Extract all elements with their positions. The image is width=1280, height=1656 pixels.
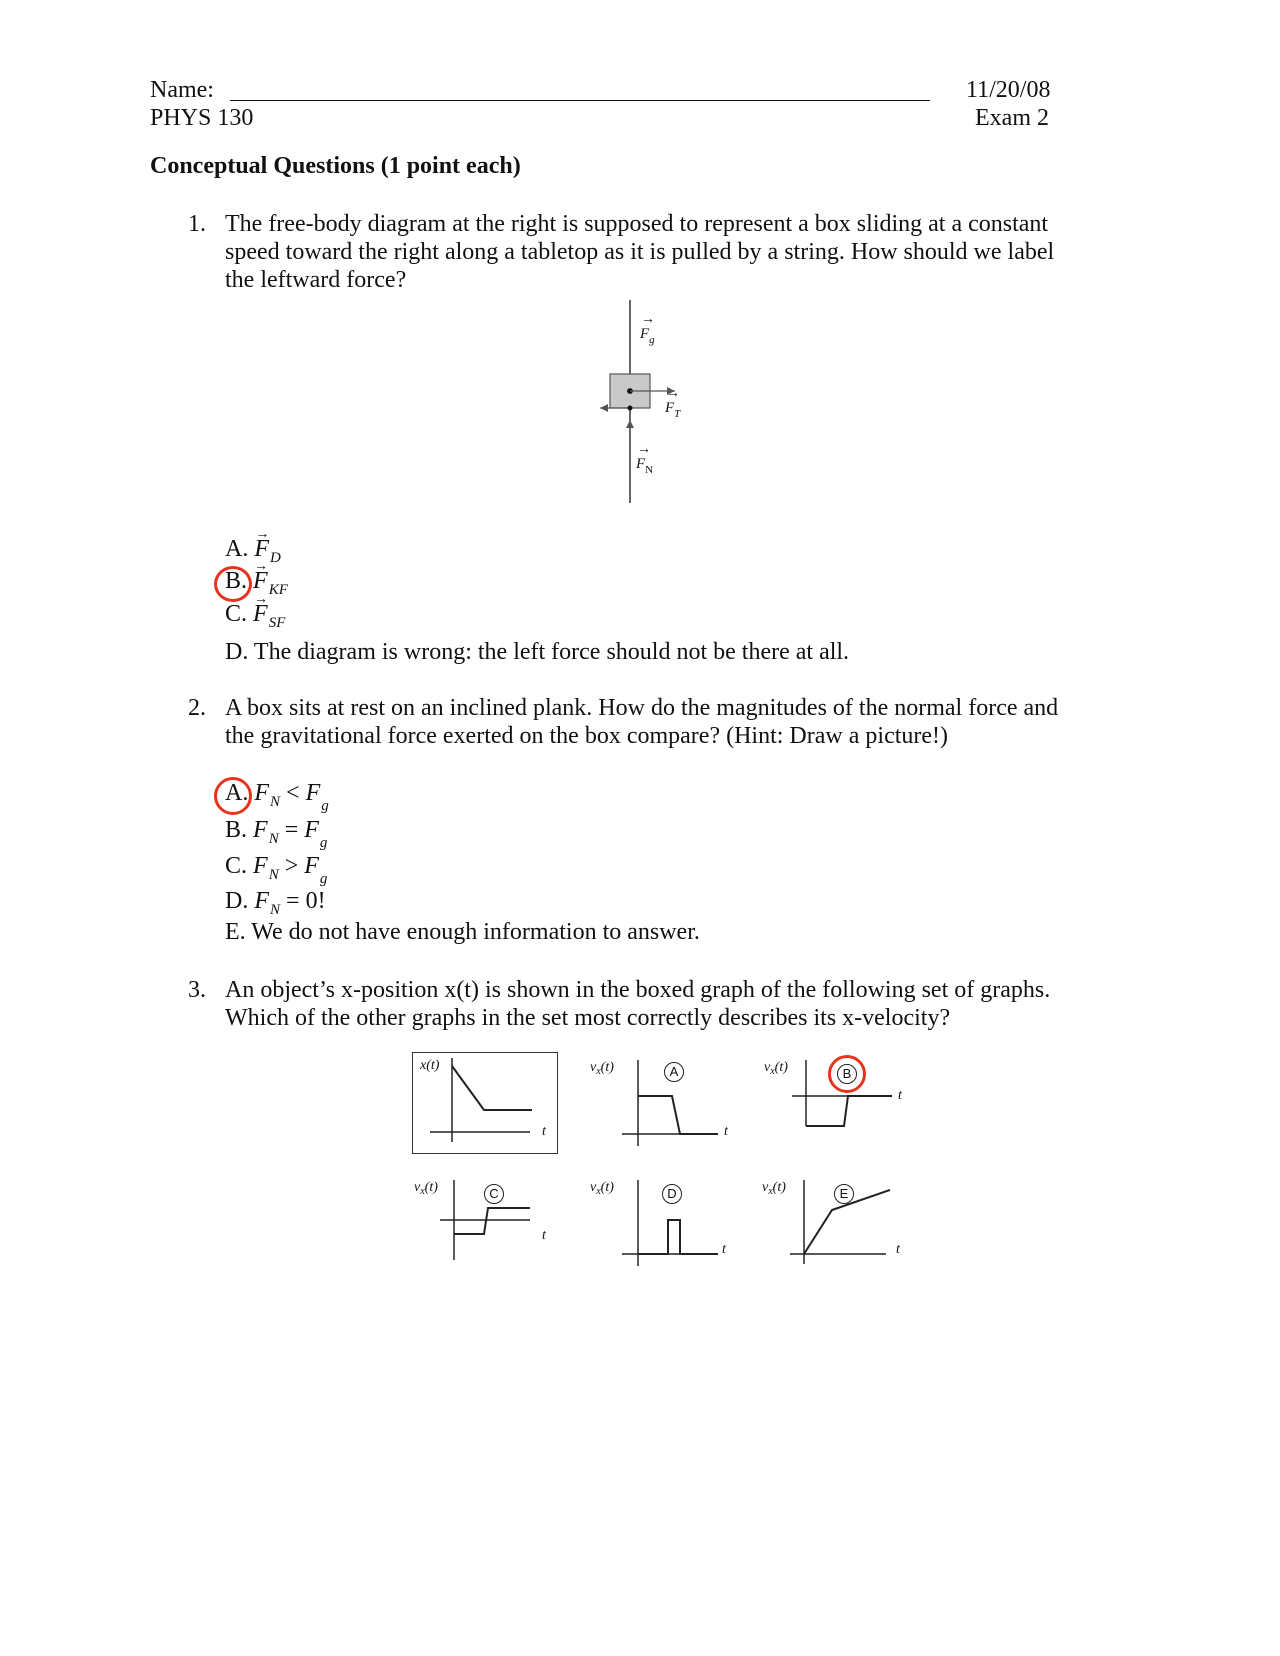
question-text-line: Which of the other graphs in the set most correctly describes its x-velocity? xyxy=(225,1005,951,1031)
graph-a-curve xyxy=(618,1056,728,1156)
position-curve xyxy=(412,1052,558,1154)
question-text-line: the leftward force? xyxy=(225,267,407,293)
exam-title: Exam 2 xyxy=(975,105,1049,131)
graph-e-curve xyxy=(790,1176,900,1271)
question-text-line: A box sits at rest on an inclined plank. How do the magnitudes of the normal force and xyxy=(225,695,1059,721)
question-number: 1. xyxy=(188,211,206,237)
question-text-line: the gravitational force exerted on the box compare? (Hint: Draw a picture!) xyxy=(225,723,949,749)
exam-date: 11/20/08 xyxy=(966,77,1051,103)
time-axis-label: t xyxy=(898,1088,902,1103)
graph-d-label: $v_x(t)$ xyxy=(590,1180,614,1197)
graph-c-letter[interactable]: C xyxy=(484,1184,504,1204)
force-tension-label: → $F_T$ xyxy=(665,400,680,417)
graph-e-label: $v_x(t)$ xyxy=(762,1180,786,1197)
graph-e-letter[interactable]: E xyxy=(834,1184,854,1204)
option-b[interactable]: B. $F_N = F_g$ xyxy=(225,817,328,851)
force-gravity-label: → $F_g$ xyxy=(640,326,655,343)
option-c[interactable]: C. $F_N > F_g$ xyxy=(225,853,328,887)
name-label: Name: xyxy=(150,77,214,103)
graph-d-letter[interactable]: D xyxy=(662,1184,682,1204)
time-axis-label: t xyxy=(542,1124,546,1139)
graph-a-label: $v_x(t)$ xyxy=(590,1060,614,1077)
graph-a-letter[interactable]: A xyxy=(664,1062,684,1082)
option-c[interactable]: C. → $F_{SF}$ xyxy=(225,600,285,631)
option-d[interactable]: D. $F_N = 0$! xyxy=(225,888,326,918)
force-normal-label: → $F_N$ xyxy=(636,456,653,473)
name-line[interactable] xyxy=(230,100,930,101)
option-d[interactable]: D. The diagram is wrong: the left force should not be there at all. xyxy=(225,639,850,665)
graph-d-curve xyxy=(618,1176,728,1271)
time-axis-label: t xyxy=(722,1242,726,1257)
question-text-line: An object’s x-position x(t) is shown in the boxed graph of the following set of graphs. xyxy=(225,977,1051,1003)
graph-axis-label: x(t) xyxy=(420,1058,440,1073)
option-a[interactable]: A. → $F_D$ xyxy=(225,535,281,566)
graph-c-curve xyxy=(440,1176,540,1266)
option-b[interactable]: B. → $F_{KF}$ xyxy=(225,567,288,598)
answer-circle xyxy=(214,777,252,815)
graph-c-label: $v_x(t)$ xyxy=(414,1180,438,1197)
question-text-line: The free-body diagram at the right is supposed to represent a box sliding at a constant xyxy=(225,211,1049,237)
question-text-line: speed toward the right along a tabletop as it is pulled by a string. How should we label xyxy=(225,239,1055,265)
question-number: 3. xyxy=(188,977,206,1003)
graph-b-label: $v_x(t)$ xyxy=(764,1060,788,1077)
time-axis-label: t xyxy=(542,1228,546,1243)
time-axis-label: t xyxy=(724,1124,728,1139)
graph-b-curve xyxy=(792,1056,902,1136)
time-axis-label: t xyxy=(896,1242,900,1257)
course-label: PHYS 130 xyxy=(150,105,254,131)
question-number: 2. xyxy=(188,695,206,721)
section-title: Conceptual Questions (1 point each) xyxy=(150,153,521,179)
option-e[interactable]: E. We do not have enough information to answer. xyxy=(225,919,700,945)
graph-b-letter[interactable]: B xyxy=(837,1064,857,1084)
option-a[interactable]: A. $F_N < F_g$ xyxy=(225,780,329,814)
answer-circle xyxy=(214,566,252,602)
